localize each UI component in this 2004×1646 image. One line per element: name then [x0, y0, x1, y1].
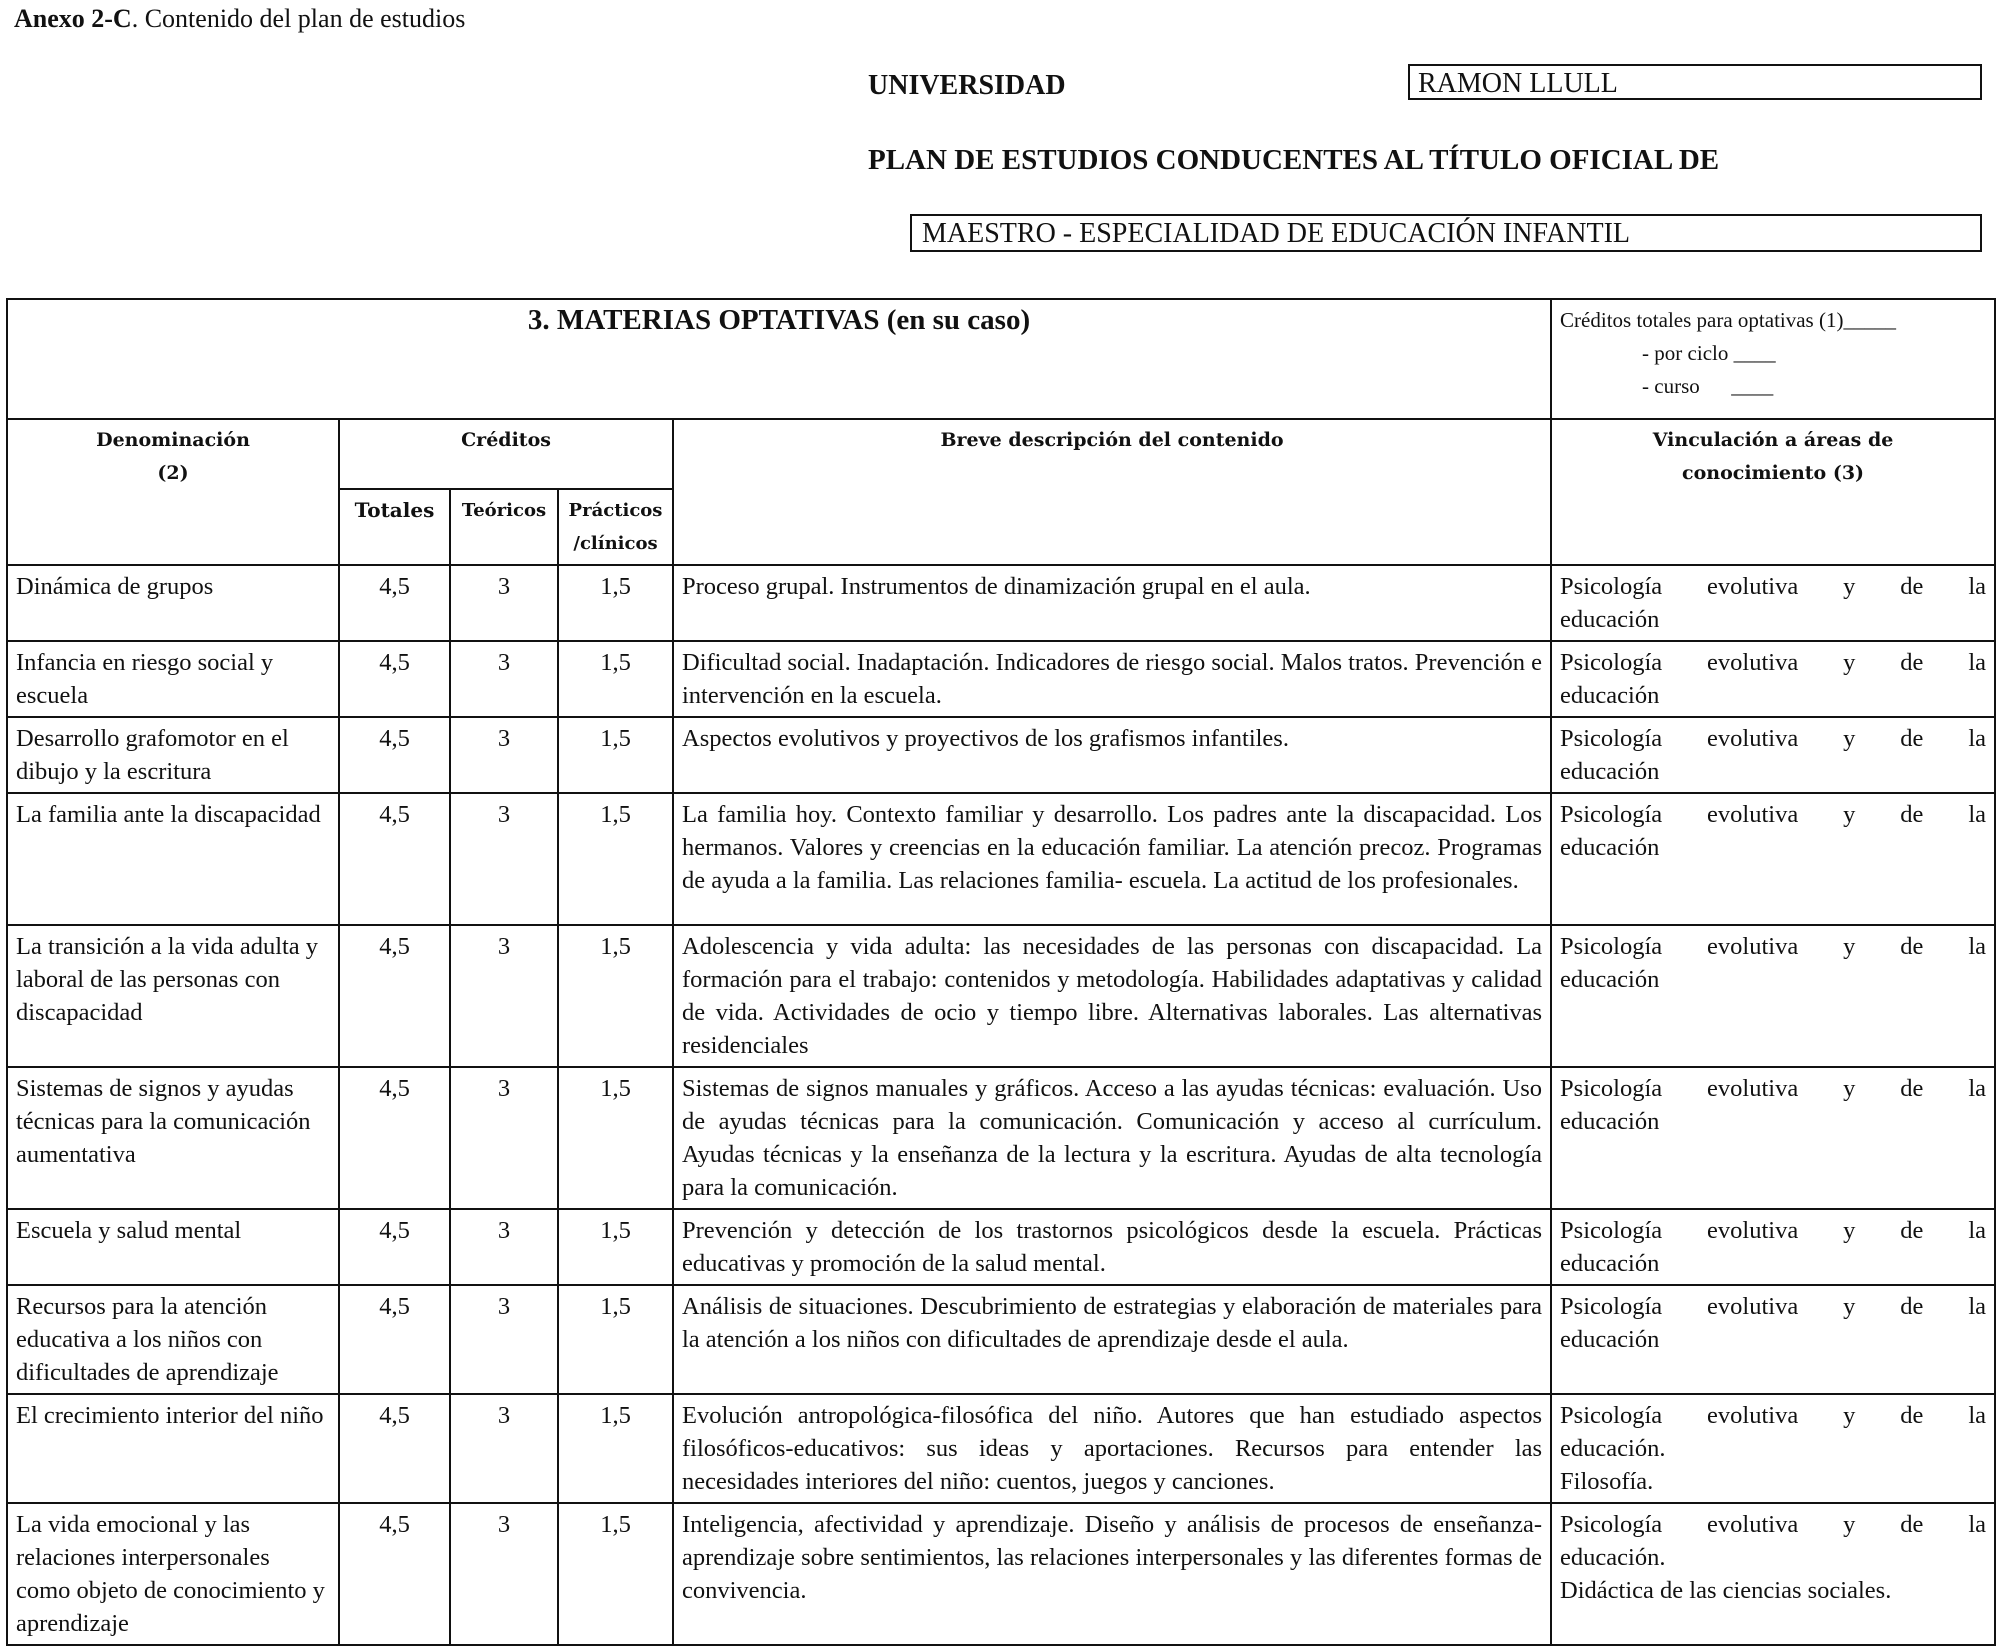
credits-theory: 3 — [450, 793, 558, 925]
annex-title — [14, 4, 465, 34]
credits-practice: 1,5 — [558, 793, 673, 925]
credits-theory: 3 — [450, 1209, 558, 1285]
knowledge-area — [1551, 1503, 1995, 1645]
knowledge-area — [1551, 641, 1995, 717]
plan-title: PLAN DE ESTUDIOS CONDUCENTES AL TÍTULO OFICIAL DE — [868, 144, 1720, 176]
subject-name: Escuela y salud mental — [7, 1209, 339, 1285]
area-word: la — [1968, 649, 1986, 676]
area-line — [1560, 1508, 1986, 1541]
university-name-box: RAMON LLULL — [1408, 64, 1982, 100]
area-rest: educación. — [1560, 1435, 1666, 1462]
knowledge-area — [1551, 1067, 1995, 1209]
subject-description: Adolescencia y vida adulta: las necesidades de las personas con discapacidad. La formación para el trabajo: contenidos y metodología. Habilidades adaptativas y calidad de vida. Actividades de ocio y tiempo libre. Alternativas laborales. Las alternativas residenciales — [673, 925, 1551, 1067]
area-word: y — [1843, 1075, 1856, 1102]
knowledge-area — [1551, 1209, 1995, 1285]
col-header-areas — [1551, 419, 1995, 565]
area-word: y — [1843, 933, 1856, 960]
credits-practice: 1,5 — [558, 1285, 673, 1394]
area-word: evolutiva — [1707, 1402, 1799, 1429]
area-rest: educación — [1560, 1108, 1660, 1135]
credits-totals: 4,5 — [339, 925, 450, 1067]
area-word: evolutiva — [1707, 1217, 1799, 1244]
area-word: la — [1968, 1511, 1986, 1538]
subject-name: La familia ante la discapacidad — [7, 793, 339, 925]
col-header-credits: Créditos — [339, 419, 673, 489]
credits-totals: 4,5 — [339, 565, 450, 641]
credits-totals: 4,5 — [339, 717, 450, 793]
knowledge-area — [1551, 793, 1995, 925]
area-word: la — [1968, 1075, 1986, 1102]
subject-description: Sistemas de signos manuales y gráficos. Acceso a las ayudas técnicas: evaluación. Uso de ayudas técnicas para la comunicación. Comunicación y acceso al currículum. Ayudas técnicas y la enseñanza de la lectura y la escritura. Ayudas de alta tecnología para la comunicación. — [673, 1067, 1551, 1209]
subject-row — [7, 565, 1995, 641]
subject-row — [7, 925, 1995, 1067]
area-word: Psicología — [1560, 573, 1663, 600]
area-line — [1560, 646, 1986, 679]
subject-description: Análisis de situaciones. Descubrimiento de estrategias y elaboración de materiales para la atención a los niños con dificultades de aprendizaje desde el aula. — [673, 1285, 1551, 1394]
area-word: y — [1843, 573, 1856, 600]
subject-row — [7, 717, 1995, 793]
area-word: evolutiva — [1707, 933, 1799, 960]
credits-totals: 4,5 — [339, 793, 450, 925]
subject-name: Recursos para la atención educativa a los niños con dificultades de aprendizaje — [7, 1285, 339, 1394]
section-header-row — [7, 299, 1995, 419]
subject-name: El crecimiento interior del niño — [7, 1394, 339, 1503]
subject-row — [7, 1394, 1995, 1503]
col-header-description: Breve descripción del contenido — [673, 419, 1551, 565]
subject-name: Sistemas de signos y ayudas técnicas para la comunicación aumentativa — [7, 1067, 339, 1209]
knowledge-area — [1551, 717, 1995, 793]
area-line — [1560, 798, 1986, 831]
area-word: Psicología — [1560, 1511, 1663, 1538]
area-word: y — [1843, 649, 1856, 676]
credits-totals: 4,5 — [339, 1503, 450, 1645]
credits-totals: 4,5 — [339, 1285, 450, 1394]
area-rest: educación — [1560, 966, 1660, 993]
area-word: la — [1968, 573, 1986, 600]
area-word: Psicología — [1560, 801, 1663, 828]
subject-description: La familia hoy. Contexto familiar y desarrollo. Los padres ante la discapacidad. Los hermanos. Valores y creencias en la educación familiar. La atención precoz. Programas de ayuda a la familia. Las relaciones familia- escuela. La actitud de los profesionales. — [673, 793, 1551, 925]
col-header-practice-line1: Prácticos — [568, 500, 663, 521]
area-word: y — [1843, 1511, 1856, 1538]
university-label: UNIVERSIDAD — [868, 70, 1066, 101]
area-line — [1560, 570, 1986, 603]
credits-summary — [1551, 299, 1995, 419]
area-word: evolutiva — [1707, 573, 1799, 600]
knowledge-area — [1551, 925, 1995, 1067]
area-word: evolutiva — [1707, 725, 1799, 752]
col-header-theory: Teóricos — [450, 489, 558, 565]
credits-practice: 1,5 — [558, 1209, 673, 1285]
col-header-totals: Totales — [339, 489, 450, 565]
area-word: Psicología — [1560, 933, 1663, 960]
area-extra: Filosofía. — [1560, 1468, 1654, 1495]
area-word: de — [1900, 1075, 1924, 1102]
area-word: de — [1900, 649, 1924, 676]
credits-theory: 3 — [450, 565, 558, 641]
optional-subjects-table — [6, 298, 1996, 1646]
subject-name: Infancia en riesgo social y escuela — [7, 641, 339, 717]
annex-label: Anexo 2-C — [14, 4, 132, 33]
area-word: de — [1900, 1511, 1924, 1538]
credits-theory: 3 — [450, 1394, 558, 1503]
credits-practice: 1,5 — [558, 1503, 673, 1645]
per-course-label: - curso ____ — [1642, 374, 1774, 398]
credits-practice: 1,5 — [558, 565, 673, 641]
credits-practice: 1,5 — [558, 717, 673, 793]
credits-totals: 4,5 — [339, 641, 450, 717]
area-rest: educación — [1560, 606, 1660, 633]
subject-name: La vida emocional y las relaciones interpersonales como objeto de conocimiento y aprendizaje — [7, 1503, 339, 1645]
col-header-practice-line2: /clínicos — [573, 533, 658, 554]
credits-practice: 1,5 — [558, 925, 673, 1067]
per-cycle-label: - por ciclo ____ — [1642, 341, 1776, 365]
subject-description: Aspectos evolutivos y proyectivos de los grafismos infantiles. — [673, 717, 1551, 793]
col-header-name-label: Denominación — [96, 429, 250, 451]
subject-description: Proceso grupal. Instrumentos de dinamización grupal en el aula. — [673, 565, 1551, 641]
area-word: de — [1900, 1293, 1924, 1320]
area-rest: educación. — [1560, 1544, 1666, 1571]
knowledge-area — [1551, 1394, 1995, 1503]
area-line — [1560, 1399, 1986, 1432]
area-rest: educación — [1560, 1326, 1660, 1353]
subject-description: Prevención y detección de los trastornos psicológicos desde la escuela. Prácticas educativas y promoción de la salud mental. — [673, 1209, 1551, 1285]
area-word: evolutiva — [1707, 1511, 1799, 1538]
area-word: Psicología — [1560, 725, 1663, 752]
credits-theory: 3 — [450, 641, 558, 717]
annex-text: . Contenido del plan de estudios — [131, 4, 466, 33]
area-word: de — [1900, 725, 1924, 752]
area-word: Psicología — [1560, 1075, 1663, 1102]
area-word: la — [1968, 933, 1986, 960]
subject-name: Desarrollo grafomotor en el dibujo y la escritura — [7, 717, 339, 793]
area-word: de — [1900, 573, 1924, 600]
area-word: la — [1968, 801, 1986, 828]
credits-theory: 3 — [450, 1503, 558, 1645]
area-word: la — [1968, 1217, 1986, 1244]
area-line — [1560, 930, 1986, 963]
area-word: y — [1843, 725, 1856, 752]
area-word: evolutiva — [1707, 1293, 1799, 1320]
area-word: de — [1900, 801, 1924, 828]
col-header-name — [7, 419, 339, 565]
area-extra: Didáctica de las ciencias sociales. — [1560, 1577, 1892, 1604]
col-header-name-note: (2) — [157, 462, 189, 484]
col-header-areas-line2: conocimiento (3) — [1682, 462, 1865, 484]
credits-totals: 4,5 — [339, 1209, 450, 1285]
area-line — [1560, 1214, 1986, 1247]
credits-practice: 1,5 — [558, 641, 673, 717]
area-rest: educación — [1560, 682, 1660, 709]
area-word: la — [1968, 725, 1986, 752]
credits-totals: 4,5 — [339, 1067, 450, 1209]
area-word: evolutiva — [1707, 1075, 1799, 1102]
subject-row — [7, 793, 1995, 925]
subject-row — [7, 1209, 1995, 1285]
area-word: de — [1900, 1217, 1924, 1244]
area-word: Psicología — [1560, 649, 1663, 676]
subject-description: Inteligencia, afectividad y aprendizaje. Diseño y análisis de procesos de enseñanza-aprendizaje sobre sentimientos, las relaciones interpersonales y las diferentes formas de convivencia. — [673, 1503, 1551, 1645]
area-line — [1560, 1290, 1986, 1323]
area-word: la — [1968, 1293, 1986, 1320]
credits-totals: 4,5 — [339, 1394, 450, 1503]
area-word: Psicología — [1560, 1217, 1663, 1244]
subject-description: Dificultad social. Inadaptación. Indicadores de riesgo social. Malos tratos. Prevención e intervención en la escuela. — [673, 641, 1551, 717]
subject-name: Dinámica de grupos — [7, 565, 339, 641]
area-rest: educación — [1560, 834, 1660, 861]
credits-theory: 3 — [450, 925, 558, 1067]
knowledge-area — [1551, 1285, 1995, 1394]
area-word: y — [1843, 1402, 1856, 1429]
area-rest: educación — [1560, 758, 1660, 785]
area-word: evolutiva — [1707, 801, 1799, 828]
area-rest: educación — [1560, 1250, 1660, 1277]
subject-row — [7, 1503, 1995, 1645]
area-word: la — [1968, 1402, 1986, 1429]
credits-total-label: Créditos totales para optativas (1)_____ — [1560, 308, 1896, 332]
col-header-practice — [558, 489, 673, 565]
credits-theory: 3 — [450, 1067, 558, 1209]
area-line — [1560, 1072, 1986, 1105]
area-word: Psicología — [1560, 1402, 1663, 1429]
area-word: y — [1843, 801, 1856, 828]
credits-practice: 1,5 — [558, 1394, 673, 1503]
degree-box: MAESTRO - ESPECIALIDAD DE EDUCACIÓN INFANTIL — [910, 214, 1982, 252]
subject-row — [7, 1285, 1995, 1394]
col-header-areas-line1: Vinculación a áreas de — [1652, 429, 1894, 451]
subject-description: Evolución antropológica-filosófica del niño. Autores que han estudiado aspectos filosóficos-educativos: sus ideas y aportaciones. Recursos para entender las necesidades interiores del niño: cuentos, juegos y canciones. — [673, 1394, 1551, 1503]
area-word: de — [1900, 933, 1924, 960]
subject-name: La transición a la vida adulta y laboral de las personas con discapacidad — [7, 925, 339, 1067]
subject-row — [7, 641, 1995, 717]
area-word: evolutiva — [1707, 649, 1799, 676]
area-word: Psicología — [1560, 1293, 1663, 1320]
area-word: y — [1843, 1217, 1856, 1244]
section-title: 3. MATERIAS OPTATIVAS (en su caso) — [7, 299, 1551, 419]
area-word: y — [1843, 1293, 1856, 1320]
column-header-row — [7, 419, 1995, 489]
credits-practice: 1,5 — [558, 1067, 673, 1209]
knowledge-area — [1551, 565, 1995, 641]
area-word: de — [1900, 1402, 1924, 1429]
credits-theory: 3 — [450, 717, 558, 793]
area-line — [1560, 722, 1986, 755]
credits-theory: 3 — [450, 1285, 558, 1394]
subject-row — [7, 1067, 1995, 1209]
